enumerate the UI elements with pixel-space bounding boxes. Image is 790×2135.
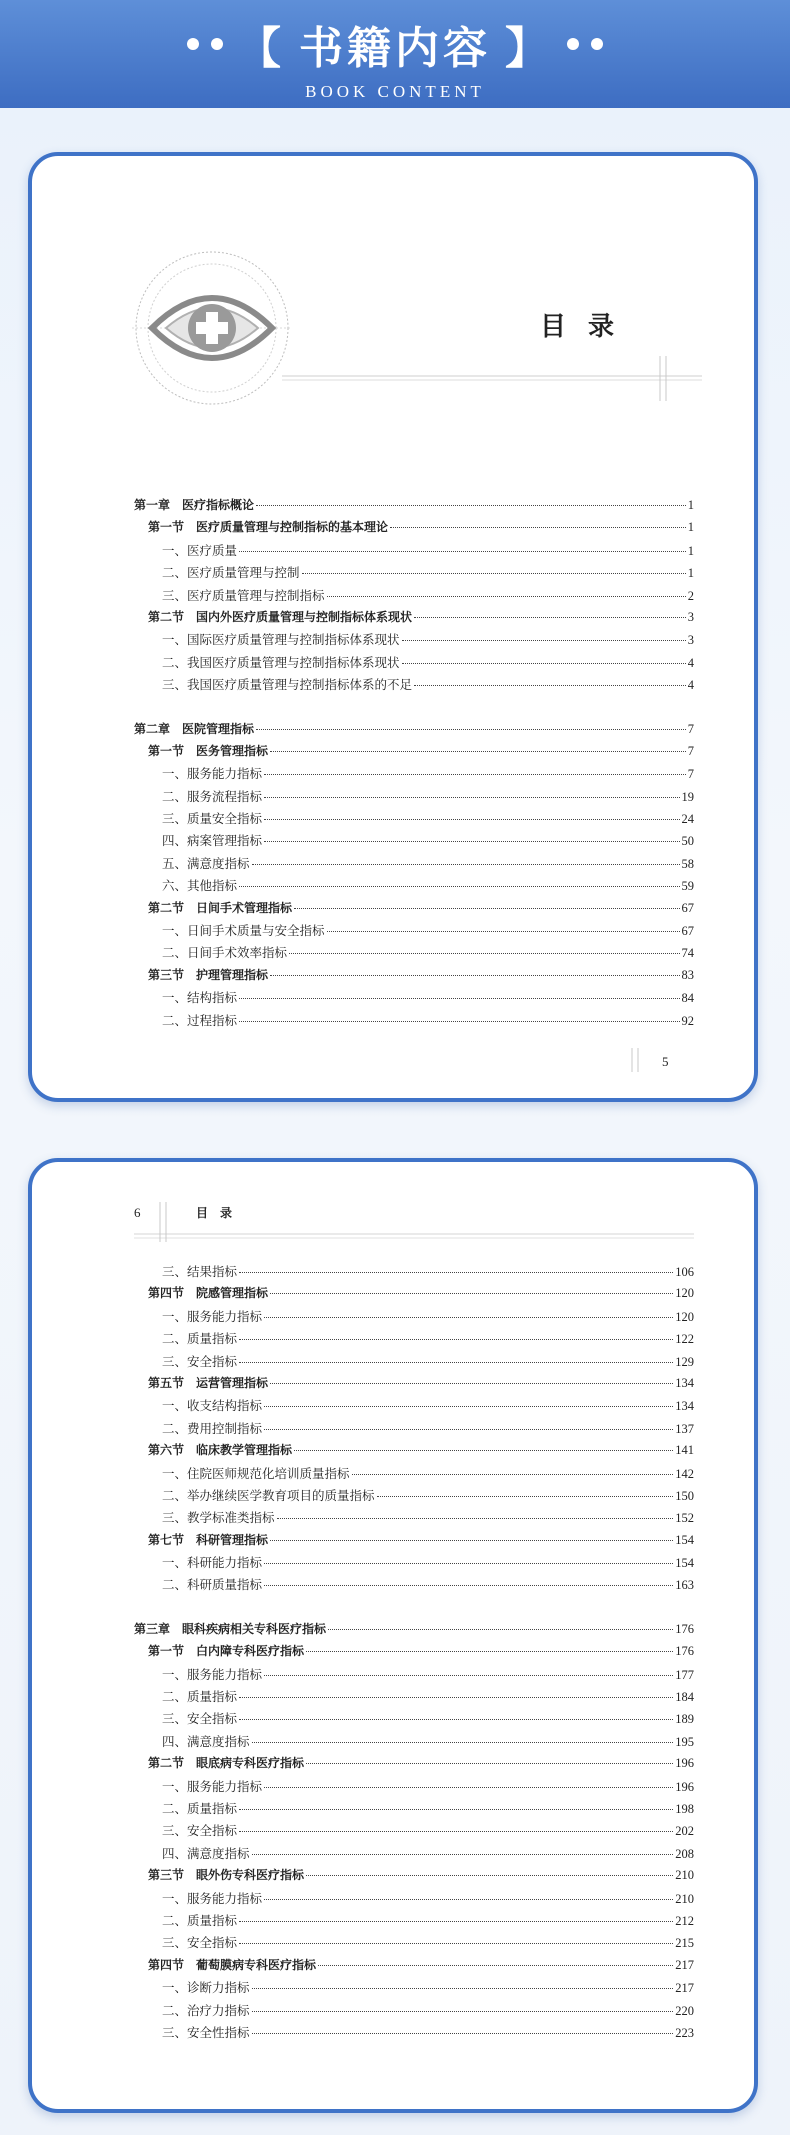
toc-entry-page-number: 177: [675, 1667, 694, 1682]
dot-leader: [252, 2033, 674, 2034]
book-page-5: [28, 152, 758, 1102]
toc-entry-label: 第一节 医疗质量管理与控制指标的基本理论: [148, 520, 389, 535]
toc-entry-label: 第二章 医院管理指标: [134, 721, 255, 736]
eye-with-cross-icon: [132, 248, 292, 408]
toc-entry-page-number: 120: [675, 1309, 694, 1324]
toc-entry-section: [134, 608, 694, 630]
toc-entry-label: 一、住院医师规范化培训质量指标: [162, 1465, 350, 1481]
toc-entry-page-number: 154: [675, 1556, 694, 1571]
toc-entry-item: [134, 1396, 694, 1418]
toc-entry-page-number: 195: [675, 1734, 694, 1749]
toc-entry-label: 三、安全指标: [162, 1935, 238, 1951]
toc-entry-page-number: 208: [675, 1846, 694, 1861]
toc-entry-label: 一、服务能力指标: [162, 766, 263, 782]
toc-entry-label: 第五节 运营管理指标: [148, 1375, 269, 1390]
toc-entry-page-number: 50: [681, 834, 694, 849]
toc-entry-page-number: 1: [687, 543, 694, 558]
toc-entry-item: [134, 675, 694, 697]
toc-entry-label: 一、收支结构指标: [162, 1398, 263, 1414]
toc-entry-item: [134, 1307, 694, 1329]
dot-leader: [270, 1540, 673, 1541]
toc-entry-section: [134, 966, 694, 988]
dot-leader: [294, 1450, 673, 1451]
dot-leader: [390, 527, 686, 528]
right-dots-decoration: [567, 38, 603, 50]
toc-entry-page-number: 1: [687, 566, 694, 581]
dot-leader: [352, 1474, 674, 1475]
toc-entry-section: [134, 1866, 694, 1888]
toc-list-page-6: [134, 1262, 694, 2045]
toc-entry-label: 二、质量指标: [162, 1800, 238, 1816]
toc-entry-item: [134, 1575, 694, 1597]
toc-entry-page-number: 142: [675, 1466, 694, 1481]
toc-entry-section: [134, 899, 694, 921]
dot-leader: [239, 1339, 673, 1340]
toc-entry-label: 四、病案管理指标: [162, 833, 263, 849]
dot-leader: [414, 617, 686, 618]
dot-leader: [264, 1899, 673, 1900]
dot-leader: [264, 1563, 673, 1564]
toc-entry-label: 一、服务能力指标: [162, 1308, 263, 1324]
toc-entry-label: 二、科研质量指标: [162, 1577, 263, 1593]
dot-leader: [264, 797, 679, 798]
toc-entry-page-number: 92: [681, 1013, 694, 1028]
toc-entry-page-number: 1: [687, 520, 694, 535]
dot-leader: [264, 1317, 673, 1318]
toc-entry-page-number: 19: [681, 789, 694, 804]
toc-list-page-5: [134, 496, 694, 1033]
toc-entry-item: [134, 1978, 694, 2000]
toc-entry-item: [134, 854, 694, 876]
toc-entry-item: [134, 988, 694, 1010]
toc-entry-page-number: 154: [675, 1532, 694, 1547]
toc-entry-label: 第三节 护理管理指标: [148, 967, 269, 982]
toc-entry-page-number: 74: [681, 946, 694, 961]
toc-entry-page-number: 176: [675, 1644, 694, 1659]
dot-leader: [327, 596, 686, 597]
toc-entry-label: 二、费用控制指标: [162, 1420, 263, 1436]
toc-entry-item: [134, 563, 694, 585]
toc-entry-item: [134, 1352, 694, 1374]
dot-leader: [377, 1496, 674, 1497]
toc-entry-page-number: 67: [681, 924, 694, 939]
toc-entry-item: [134, 943, 694, 965]
toc-entry-section: [134, 1754, 694, 1776]
left-dots-decoration: [187, 38, 223, 50]
book-page-6: [28, 1158, 758, 2113]
toc-entry-item: [134, 921, 694, 943]
toc-entry-label: 三、质量安全指标: [162, 811, 263, 827]
toc-entry-label: 第六节 临床教学管理指标: [148, 1443, 293, 1458]
heading-rule-decoration: [282, 346, 702, 406]
toc-entry-item: [134, 630, 694, 652]
toc-entry-label: 第三章 眼科疾病相关专科医疗指标: [134, 1621, 327, 1636]
toc-entry-page-number: 196: [675, 1779, 694, 1794]
toc-entry-item: [134, 2023, 694, 2045]
toc-entry-label: 第七节 科研管理指标: [148, 1532, 269, 1547]
toc-entry-item: [134, 1799, 694, 1821]
dot-leader: [270, 751, 686, 752]
toc-entry-page-number: 189: [675, 1712, 694, 1727]
toc-entry-page-number: 217: [675, 1981, 694, 1996]
toc-entry-item: [134, 1553, 694, 1575]
toc-entry-item: [134, 876, 694, 898]
toc-entry-page-number: 7: [687, 767, 694, 782]
toc-entry-label: 一、诊断力指标: [162, 1980, 250, 1996]
toc-entry-page-number: 122: [675, 1332, 694, 1347]
toc-entry-item: [134, 1777, 694, 1799]
running-head: [134, 1202, 694, 1242]
dot-leader: [252, 864, 680, 865]
toc-entry-label: 三、医疗质量管理与控制指标: [162, 587, 325, 603]
toc-entry-section: [134, 1642, 694, 1664]
toc-entry-item: [134, 1419, 694, 1441]
toc-entry-label: 一、科研能力指标: [162, 1555, 263, 1571]
dot-leader: [252, 2011, 674, 2012]
toc-spacer: [134, 698, 694, 720]
toc-entry-item: [134, 1911, 694, 1933]
toc-entry-page-number: 163: [675, 1578, 694, 1593]
toc-entry-label: 二、日间手术效率指标: [162, 945, 288, 961]
toc-entry-page-number: 4: [687, 678, 694, 693]
toc-entry-label: 二、质量指标: [162, 1331, 238, 1347]
toc-entry-label: 三、安全性指标: [162, 2024, 250, 2040]
toc-entry-item: [134, 1732, 694, 1754]
toc-entry-page-number: 24: [681, 812, 694, 827]
toc-entry-page-number: 7: [687, 743, 694, 758]
toc-entry-label: 第一章 医疗指标概论: [134, 498, 255, 512]
toc-entry-item: [134, 2001, 694, 2023]
dot-leader: [256, 729, 686, 730]
toc-heading: 目录: [540, 312, 637, 342]
toc-entry-section: [134, 1441, 694, 1463]
toc-entry-page-number: 215: [675, 1936, 694, 1951]
dot-leader: [264, 1787, 673, 1788]
toc-entry-page-number: 210: [675, 1868, 694, 1883]
toc-entry-item: [134, 1844, 694, 1866]
toc-entry-label: 三、安全指标: [162, 1711, 238, 1727]
toc-entry-page-number: 152: [675, 1511, 694, 1526]
toc-entry-page-number: 217: [675, 1957, 694, 1972]
toc-entry-label: 一、服务能力指标: [162, 1666, 263, 1682]
dot-leader: [264, 1429, 673, 1430]
dot-leader: [414, 685, 686, 686]
toc-entry-label: 三、结果指标: [162, 1264, 238, 1279]
dot-leader: [239, 998, 679, 999]
dot-leader: [328, 1629, 673, 1630]
toc-entry-label: 六、其他指标: [162, 878, 238, 894]
toc-entry-label: 三、安全指标: [162, 1353, 238, 1369]
toc-entry-item: [134, 764, 694, 786]
dot-leader: [252, 1988, 674, 1989]
page-number: 5: [662, 1054, 669, 1069]
toc-entry-page-number: 3: [687, 609, 694, 624]
dot-leader: [302, 573, 686, 574]
toc-entry-label: 第二节 日间手术管理指标: [148, 900, 293, 915]
toc-entry-label: 一、医疗质量: [162, 542, 238, 558]
toc-entry-page-number: 137: [675, 1421, 694, 1436]
dot-leader: [256, 505, 686, 506]
dot-leader: [402, 663, 686, 664]
toc-entry-page-number: 4: [687, 655, 694, 670]
toc-entry-section: [134, 1374, 694, 1396]
dot-leader: [318, 1965, 673, 1966]
dot-leader: [264, 841, 679, 842]
toc-entry-page-number: 1: [687, 498, 694, 512]
dot-leader: [264, 774, 686, 775]
toc-entry-page-number: 141: [675, 1443, 694, 1458]
toc-entry-label: 二、医疗质量管理与控制: [162, 565, 300, 581]
bracket-right: 】: [505, 23, 553, 74]
dot-leader: [252, 1742, 674, 1743]
toc-entry-section: [134, 1284, 694, 1306]
toc-entry-section: [134, 1531, 694, 1553]
toc-entry-chapter: [134, 1620, 694, 1642]
dot-leader: [270, 975, 679, 976]
toc-entry-label: 三、我国医疗质量管理与控制指标体系的不足: [162, 677, 413, 693]
toc-entry-page-number: 223: [675, 2025, 694, 2040]
dot-leader: [239, 1697, 673, 1698]
toc-entry-page-number: 176: [675, 1621, 694, 1636]
toc-entry-label: 第一节 医务管理指标: [148, 743, 269, 758]
toc-entry-label: 一、服务能力指标: [162, 1778, 263, 1794]
toc-entry-label: 二、举办继续医学教育项目的质量指标: [162, 1487, 375, 1503]
dot-leader: [402, 640, 686, 641]
dot-leader: [264, 1675, 673, 1676]
dot-leader: [270, 1293, 673, 1294]
dot-leader: [264, 819, 679, 820]
toc-entry-item: [134, 831, 694, 853]
toc-entry-page-number: 106: [675, 1265, 694, 1279]
toc-entry-item: [134, 1665, 694, 1687]
dot-leader: [270, 1383, 673, 1384]
toc-entry-page-number: 2: [687, 588, 694, 603]
toc-entry-item: [134, 787, 694, 809]
toc-entry-page-number: 134: [675, 1399, 694, 1414]
toc-entry-label: 第二节 眼底病专科医疗指标: [148, 1756, 305, 1771]
dot-leader: [277, 1518, 674, 1519]
toc-entry-label: 二、质量指标: [162, 1912, 238, 1928]
toc-entry-label: 二、服务流程指标: [162, 788, 263, 804]
dot-leader: [264, 1585, 673, 1586]
toc-entry-label: 二、我国医疗质量管理与控制指标体系现状: [162, 654, 400, 670]
toc-entry-item: [134, 653, 694, 675]
folio-rule-decoration: [622, 1048, 652, 1072]
toc-entry-page-number: 59: [681, 879, 694, 894]
toc-entry-item: [134, 541, 694, 563]
toc-entry-item: [134, 1011, 694, 1033]
toc-entry-label: 四、满意度指标: [162, 1845, 250, 1861]
toc-entry-item: [134, 1709, 694, 1731]
toc-entry-page-number: 212: [675, 1913, 694, 1928]
toc-entry-label: 一、服务能力指标: [162, 1890, 263, 1906]
dot-leader: [264, 1406, 673, 1407]
toc-entry-item: [134, 1933, 694, 1955]
toc-entry-page-number: 83: [681, 967, 694, 982]
banner-title: 书籍内容: [299, 23, 491, 74]
banner-subtitle: BOOK CONTENT: [305, 82, 485, 101]
dot-leader: [306, 1651, 673, 1652]
toc-entry-page-number: 202: [675, 1824, 694, 1839]
toc-entry-page-number: 184: [675, 1690, 694, 1705]
toc-entry-page-number: 134: [675, 1375, 694, 1390]
toc-entry-label: 二、质量指标: [162, 1689, 238, 1705]
banner-header: [0, 0, 790, 108]
toc-entry-item: [134, 1508, 694, 1530]
toc-entry-page-number: 84: [681, 991, 694, 1006]
running-title: 目录: [196, 1206, 245, 1220]
toc-spacer: [134, 1598, 694, 1620]
toc-entry-item: [134, 586, 694, 608]
dot-leader: [294, 908, 679, 909]
dot-leader: [239, 1831, 673, 1832]
toc-entry-chapter: [134, 496, 694, 518]
dot-leader: [289, 953, 679, 954]
toc-entry-label: 三、安全指标: [162, 1823, 238, 1839]
toc-entry-label: 第四节 葡萄膜病专科医疗指标: [148, 1957, 317, 1972]
toc-entry-section: [134, 742, 694, 764]
toc-entry-label: 第三节 眼外伤专科医疗指标: [148, 1868, 305, 1883]
toc-entry-label: 三、教学标准类指标: [162, 1510, 275, 1526]
toc-entry-label: 二、过程指标: [162, 1012, 238, 1028]
toc-entry-label: 一、结构指标: [162, 990, 238, 1006]
toc-entry-section: [134, 1956, 694, 1978]
toc-entry-item: [134, 1486, 694, 1508]
toc-entry-item: [134, 1329, 694, 1351]
toc-entry-section: [134, 518, 694, 540]
dot-leader: [239, 551, 686, 552]
dot-leader: [239, 1809, 673, 1810]
toc-entry-page-number: 129: [675, 1354, 694, 1369]
dot-leader: [239, 1921, 673, 1922]
toc-entry-page-number: 196: [675, 1756, 694, 1771]
toc-entry-page-number: 220: [675, 2003, 694, 2018]
running-page-number: 6: [134, 1205, 141, 1220]
toc-entry-item: [134, 1687, 694, 1709]
dot-leader: [239, 1719, 673, 1720]
dot-leader: [239, 1021, 679, 1022]
toc-entry-label: 四、满意度指标: [162, 1733, 250, 1749]
toc-entry-label: 一、日间手术质量与安全指标: [162, 923, 325, 939]
dot-leader: [239, 1272, 673, 1273]
toc-entry-chapter: [134, 720, 694, 742]
dot-leader: [239, 886, 679, 887]
toc-entry-page-number: 67: [681, 900, 694, 915]
toc-entry-item: [134, 1889, 694, 1911]
toc-entry-page-number: 150: [675, 1488, 694, 1503]
toc-entry-page-number: 198: [675, 1801, 694, 1816]
dot-leader: [239, 1362, 673, 1363]
toc-entry-item: [134, 1464, 694, 1486]
toc-entry-page-number: 3: [687, 633, 694, 648]
toc-entry-page-number: 7: [687, 721, 694, 736]
dot-leader: [306, 1763, 673, 1764]
dot-leader: [327, 931, 680, 932]
toc-entry-label: 第一节 白内障专科医疗指标: [148, 1644, 305, 1659]
toc-entry-item: [134, 809, 694, 831]
toc-entry-page-number: 210: [675, 1891, 694, 1906]
toc-entry-label: 第二节 国内外医疗质量管理与控制指标体系现状: [148, 609, 413, 624]
toc-entry-page-number: 120: [675, 1286, 694, 1301]
toc-entry-label: 第四节 院感管理指标: [148, 1286, 269, 1301]
bracket-left: 【: [237, 23, 285, 74]
dot-leader: [239, 1943, 673, 1944]
toc-entry-label: 二、治疗力指标: [162, 2002, 250, 2018]
toc-entry-page-number: 58: [681, 856, 694, 871]
toc-entry-item: [134, 1821, 694, 1843]
toc-entry-label: 五、满意度指标: [162, 855, 250, 871]
banner-title-row: [0, 12, 790, 76]
toc-entry-item: [134, 1262, 694, 1284]
dot-leader: [252, 1854, 674, 1855]
toc-entry-label: 一、国际医疗质量管理与控制指标体系现状: [162, 632, 400, 648]
dot-leader: [306, 1875, 673, 1876]
